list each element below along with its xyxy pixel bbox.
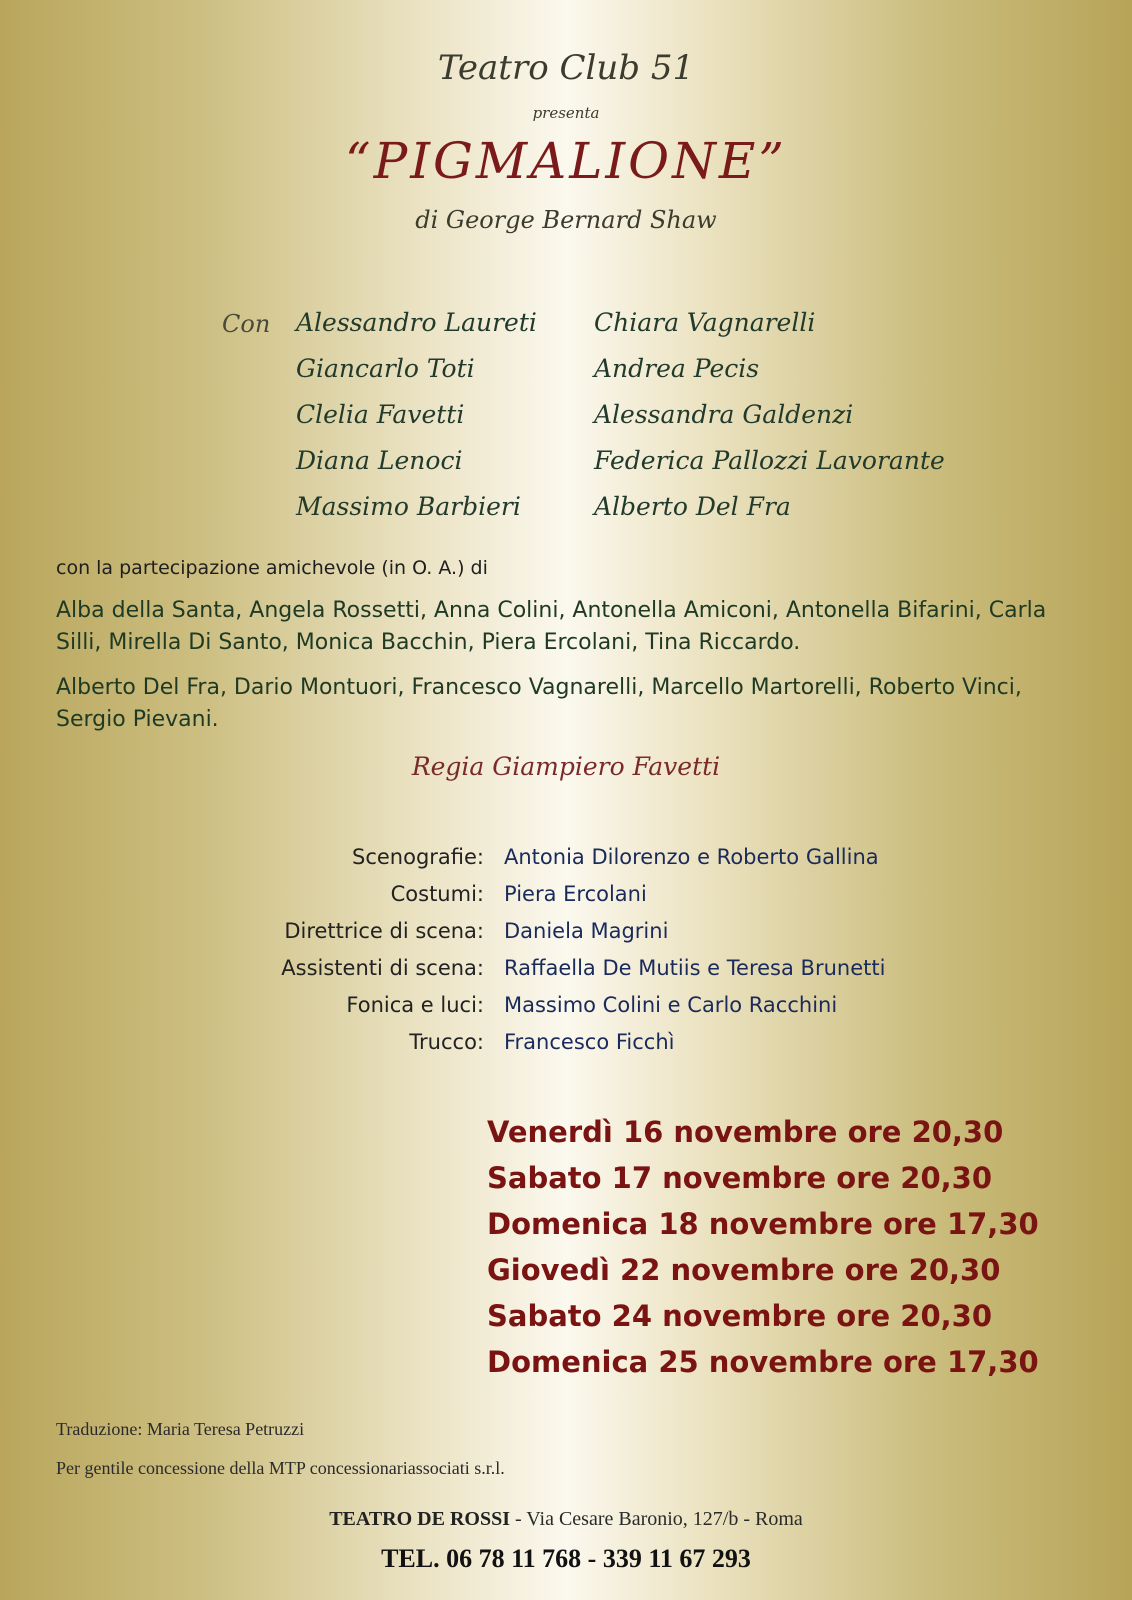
license-note: Per gentile concessione della MTP concessionariassociati s.r.l. bbox=[56, 1458, 505, 1478]
cast-member: Massimo Barbieri bbox=[296, 492, 521, 521]
cast-member: Federica Pallozzi Lavorante bbox=[594, 446, 945, 475]
director-credit: Regia Giampiero Favetti bbox=[411, 752, 721, 781]
credit-role: Assistenti di scena: bbox=[281, 956, 484, 980]
cast-member: Andrea Pecis bbox=[594, 354, 760, 383]
credit-name: Antonia Dilorenzo e Roberto Gallina bbox=[504, 845, 879, 869]
credit-name: Francesco Ficchì bbox=[504, 1030, 675, 1054]
credit-role: Trucco: bbox=[409, 1030, 484, 1054]
show-date: Venerdì 16 novembre ore 20,30 bbox=[487, 1115, 1004, 1149]
participation-intro: con la partecipazione amichevole (in O. A.) di bbox=[56, 557, 488, 579]
phone-numbers: TEL. 06 78 11 768 - 339 11 67 293 bbox=[381, 1544, 751, 1573]
organizer-name: Teatro Club 51 bbox=[437, 48, 695, 88]
show-date: Sabato 24 novembre ore 20,30 bbox=[487, 1299, 993, 1333]
presents-label: presenta bbox=[532, 104, 600, 122]
cast-member: Diana Lenoci bbox=[296, 446, 463, 475]
show-date: Domenica 25 novembre ore 17,30 bbox=[487, 1345, 1039, 1379]
credit-name: Piera Ercolani bbox=[504, 882, 647, 906]
cast-member: Alberto Del Fra bbox=[594, 492, 791, 521]
show-date: Domenica 18 novembre ore 17,30 bbox=[487, 1207, 1039, 1241]
show-date: Giovedì 22 novembre ore 20,30 bbox=[487, 1253, 1001, 1287]
play-title: “PIGMALIONE” bbox=[345, 132, 787, 190]
cast-member: Giancarlo Toti bbox=[296, 354, 475, 383]
participants-group-men: Alberto Del Fra, Dario Montuori, Francesco Vagnarelli, Marcello Martorelli, Roberto Vinci, Sergio Pievani. bbox=[56, 675, 1022, 732]
venue-line bbox=[0, 1508, 1132, 1531]
credit-name: Daniela Magrini bbox=[504, 919, 669, 943]
cast-intro: Con bbox=[222, 310, 271, 338]
cast-member: Chiara Vagnarelli bbox=[594, 308, 816, 337]
participants-group-women: Alba della Santa, Angela Rossetti, Anna Colini, Antonella Amiconi, Antonella Bifarini, Carla Silli, Mirella Di Santo, Monica Bacchin, Piera Ercolani, Tina Riccardo. bbox=[56, 598, 1047, 655]
cast-member: Alessandro Laureti bbox=[296, 308, 537, 337]
credit-name: Raffaella De Mutiis e Teresa Brunetti bbox=[504, 956, 886, 980]
venue-name: TEATRO DE ROSSI bbox=[329, 1508, 510, 1530]
play-author: di George Bernard Shaw bbox=[415, 206, 717, 234]
credit-name: Massimo Colini e Carlo Racchini bbox=[504, 993, 838, 1017]
cast-member: Alessandra Galdenzi bbox=[594, 400, 854, 429]
cast-member: Clelia Favetti bbox=[296, 400, 465, 429]
venue-address: - Via Cesare Baronio, 127/b - Roma bbox=[509, 1508, 803, 1530]
credit-role: Fonica e luci: bbox=[346, 993, 484, 1017]
credit-role: Costumi: bbox=[390, 882, 484, 906]
credit-role: Scenografie: bbox=[351, 845, 484, 869]
credit-role: Direttrice di scena: bbox=[284, 919, 484, 943]
show-date: Sabato 17 novembre ore 20,30 bbox=[487, 1161, 993, 1195]
translation-credit: Traduzione: Maria Teresa Petruzzi bbox=[56, 1419, 305, 1439]
